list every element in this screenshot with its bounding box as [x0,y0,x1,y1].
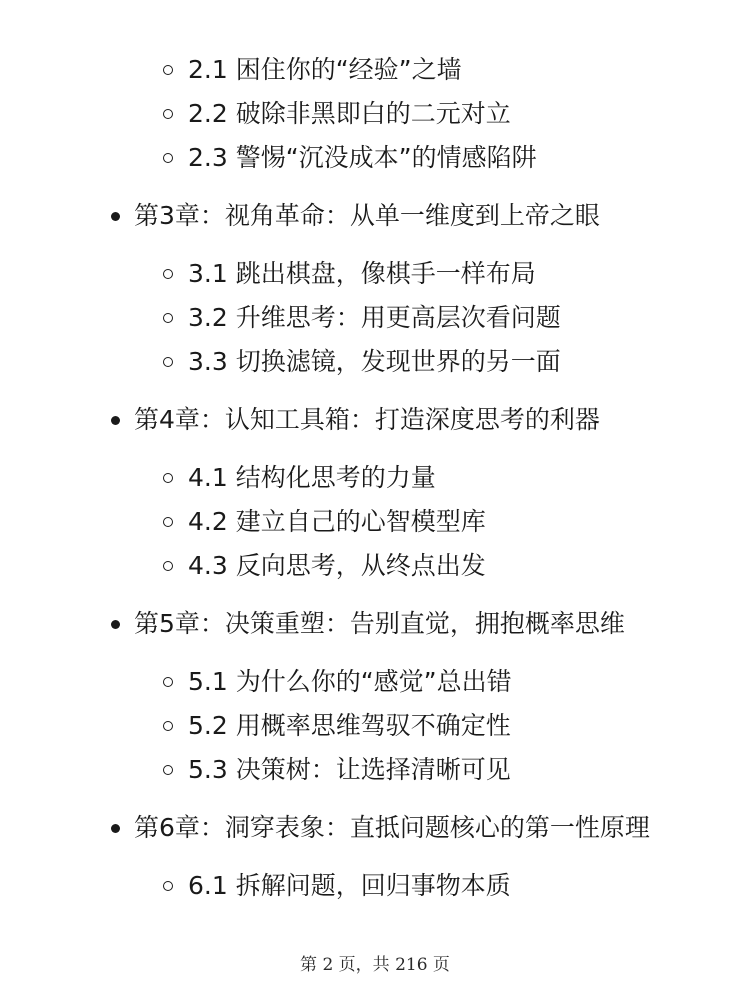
toc-section-5-2[interactable] [0,704,750,748]
toc-section-4-2[interactable] [0,500,750,544]
filled-circle-bullet-icon [111,824,120,833]
hollow-circle-bullet-icon [163,765,173,775]
hollow-circle-bullet-icon [163,677,173,687]
toc-entry-text: 5.3 决策树：让选择清晰可见 [188,755,511,784]
toc-section-3-1[interactable] [0,252,750,296]
toc-entry-text: 4.1 结构化思考的力量 [188,463,436,492]
page-number-footer: 第 2 页，共 216 页 [300,955,450,975]
hollow-circle-bullet-icon [163,473,173,483]
table-of-contents [0,48,750,908]
hollow-circle-bullet-icon [163,109,173,119]
toc-section-4-3[interactable] [0,544,750,588]
toc-entry-text: 2.2 破除非黑即白的二元对立 [188,99,511,128]
toc-entry-text: 第5章：决策重塑：告别直觉，拥抱概率思维 [134,609,625,638]
filled-circle-bullet-icon [111,620,120,629]
toc-section-3-2[interactable] [0,296,750,340]
toc-chapter-5[interactable] [0,602,674,646]
hollow-circle-bullet-icon [163,561,173,571]
toc-entry-text: 4.3 反向思考，从终点出发 [188,551,486,580]
hollow-circle-bullet-icon [163,65,173,75]
toc-entry-text: 3.2 升维思考：用更高层次看问题 [188,303,561,332]
toc-entry-text: 3.1 跳出棋盘，像棋手一样布局 [188,259,536,288]
hollow-circle-bullet-icon [163,721,173,731]
toc-chapter-4[interactable] [0,398,674,442]
toc-section-5-3[interactable] [0,748,750,792]
toc-entry-text: 5.2 用概率思维驾驭不确定性 [188,711,511,740]
toc-entry-text: 5.1 为什么你的“感觉”总出错 [188,667,512,696]
hollow-circle-bullet-icon [163,313,173,323]
hollow-circle-bullet-icon [163,269,173,279]
toc-chapter-6[interactable] [0,806,674,850]
toc-section-2-1[interactable] [0,48,750,92]
hollow-circle-bullet-icon [163,517,173,527]
toc-entry-text: 6.1 拆解问题，回归事物本质 [188,871,511,900]
toc-entry-text: 4.2 建立自己的心智模型库 [188,507,486,536]
toc-entry-text: 第3章：视角革命：从单一维度到上帝之眼 [134,201,600,230]
toc-entry-text: 第6章：洞穿表象：直抵问题核心的第一性原理 [134,813,650,842]
filled-circle-bullet-icon [111,416,120,425]
toc-entry-text: 3.3 切换滤镜，发现世界的另一面 [188,347,561,376]
toc-chapter-3[interactable] [0,194,674,238]
toc-entry-text: 2.3 警惕“沉没成本”的情感陷阱 [188,143,537,172]
hollow-circle-bullet-icon [163,357,173,367]
hollow-circle-bullet-icon [163,881,173,891]
toc-section-2-2[interactable] [0,92,750,136]
toc-entry-text: 2.1 困住你的“经验”之墙 [188,55,462,84]
toc-section-4-1[interactable] [0,456,750,500]
toc-section-6-1[interactable] [0,864,750,908]
toc-section-2-3[interactable] [0,136,750,180]
filled-circle-bullet-icon [111,212,120,221]
toc-entry-text: 第4章：认知工具箱：打造深度思考的利器 [134,405,600,434]
toc-section-3-3[interactable] [0,340,750,384]
toc-section-5-1[interactable] [0,660,750,704]
hollow-circle-bullet-icon [163,153,173,163]
